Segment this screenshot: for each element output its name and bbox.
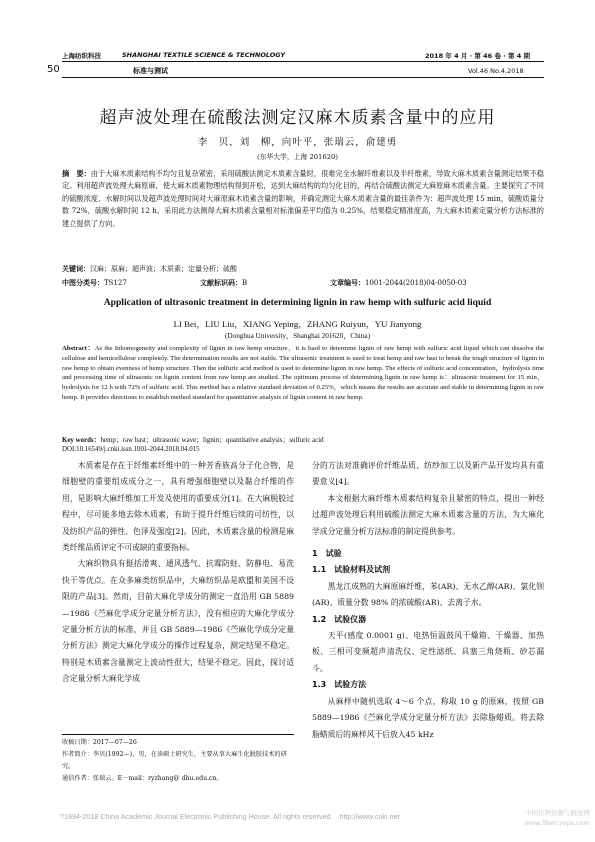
authors-en: LI Bei，LIU Liu，XIANG Yeping，ZHANG Ruiyun，YU Jianyong xyxy=(173,319,422,329)
abstract-en xyxy=(62,344,544,403)
section-1-3-heading: 1.3 试验方法 xyxy=(312,680,367,690)
intro-paragraph-1: 木质素是存在于纤维素纤维中的一种芳香族高分子化合物，是细胞壁的重要组成成分之一，具有增强细胞壁以及黏合纤维的作用，是影响大麻纤维加工开发及使用的重要成分[1]。在大麻脱胶过程中，尽可能多地去除木质素，有助于提升纤维后续的可纺性，以及纺织产品的弹性、色泽及强度[2]。因此，木质素含量的检测是麻类纤维品质评定不可或缺的重要指标。 xyxy=(62,461,294,553)
affiliation-cn: (东华大学，上海 201620) xyxy=(257,153,338,161)
clc-value: TS127 xyxy=(104,279,127,287)
doi: DOI:10.16549/j.cnki.issn.1001-2044.2018.04.015 xyxy=(62,446,200,453)
received-date: 收稿日期：2017—07—26 xyxy=(62,739,137,746)
copyright-watermark: ?1994-2018 China Academic Journal Electronic Publishing House. All rights reserved. http://www.cnki.net xyxy=(60,812,400,821)
keywords-en-label: Key words： xyxy=(62,437,101,444)
footnote xyxy=(62,737,294,785)
intro-paragraph-4: 本文根据大麻纤维木质素结构复杂且紧密的特点，提出一种经过超声波处理后利用硫酸法测定大麻木质素含量的方法，为大麻化学成分定量分析方法标准的制定提供参考。 xyxy=(312,493,544,536)
abstract-cn-text: 由于大麻木质素结构不均匀且复杂紧密，采用硫酸法测定木质素含量时，很难完全水解纤维素以及半纤维素，导致大麻木质素含量测定结果不稳定。利用超声波处理大麻原麻，使大麻木质素物理结构得到开松，达到大麻结构的均匀化目的，再结合硫酸法测定大麻原麻木质素含量。主要探究了不同的硫酸浓度、水解时间以及超声波处理时间对大麻原麻木质素含量的影响，并确定测定大麻木质素含量的最佳条件为：超声波处理 15 min，硫酸质量分数 72%，硫酸水解时间 12 h。采用此方法测得大麻木质素含量相对标准偏差平均值为 0.25%，结果稳定精准度高，为大麻木质素定量分析方法标准的建立提供了方向。 xyxy=(62,169,544,228)
journal-name-cn: 上海纺织科技 xyxy=(62,52,101,60)
journal-name-en: SHANGHAI TEXTILE SCIENCE & TECHNOLOGY xyxy=(122,51,286,59)
abstract-cn-label: 摘 要： xyxy=(62,169,91,178)
issue-en: Vol.46 No.4,2018 xyxy=(468,67,524,75)
classification-line xyxy=(62,278,544,289)
keywords-cn xyxy=(62,264,237,275)
paper-title-cn: 超声波处理在硫酸法测定汉麻木质素含量中的应用 xyxy=(99,108,496,128)
section-1-1-heading: 1.1 试验材料及试剂 xyxy=(312,565,391,575)
column-name: 标准与测试 xyxy=(133,67,168,75)
page-number: 50 xyxy=(47,64,60,75)
left-column xyxy=(62,458,294,688)
doc-code-label: 文献标识码： xyxy=(200,279,242,287)
section-1-2-heading: 1.2 试验仪器 xyxy=(312,614,367,624)
intro-paragraph-2: 大麻织物具有挺括滑爽、通风透气、抗霉防蛀、防静电、易洗快干等优点。在众多麻类纺织品中，大麻纺织品是欧盟和美国不设限的产品[3]。然而，目前大麻化学成分的测定一直沿用 GB 5889—1986《苎麻化学成分定量分析方法》，没有相应的大麻化学成分定量分析方法的标准，并且 GB 5889—1986《苎麻化学成分定量分析方法》测定大麻化学成分的操作过程复杂，测定结果不稳定。特别是木质素含量测定上波动性很大，结果不稳定。因此，探讨适合定量分析大麻化学成 xyxy=(62,559,294,684)
affiliation-en: (Donghua University，Shanghai 201620，China) xyxy=(225,332,370,340)
keywords-cn-text: 汉麻；原麻；超声波；木质素；定量分析；硫酸 xyxy=(90,265,237,273)
keywords-en xyxy=(62,434,324,444)
abstract-cn xyxy=(62,168,544,230)
doc-code-value: B xyxy=(242,279,248,287)
header-rule-2 xyxy=(62,77,544,78)
section-1-heading: 1 试验 xyxy=(312,549,342,559)
abstract-en-text: As the Inhomogeneity and complexity of lignin in raw hemp structure，it is hard to determine lignin of raw hemp with sulfuric acid liquid which can dissolve the cellulose and hemicellulose completely. The determination results are not stable. The ultrasonic treatment is used to treat hemp and raw bast to break the tough structure of lignin in raw hemp to obtain evenness of hemp structure. Then the sulfuric acid method is used to determine lignin in raw hemp. The effects of sulfuric acid concentration，hydrolysis time and processing time of ultrasonic on lignin content from raw hemp are studied. The optimum process of determining lignin in raw hemp is：ultrasonic treatment for 15 min，hydrolysis for 12 h with 72% of sulfuric acid. This method has a relative standard deviation of 0.25%，which means the results are accurate and stable in determining lignin in raw hemp. It provides directions to establish method standard for quantitative analysis of lignin content in raw hemp. xyxy=(62,345,544,401)
article-number-value: 1001-2044(2018)04-0050-03 xyxy=(365,279,467,287)
clc-label: 中图分类号： xyxy=(62,279,104,287)
author-bio: 作者简介：李贝(1992—)，男，在读硕士研究生，主要从事大麻生化脱胶技术的研究。 xyxy=(62,751,287,770)
authors-cn: 李 贝，刘 柳，向叶平，张瑞云，俞建勇 xyxy=(197,137,398,148)
right-column xyxy=(312,458,544,743)
issue-cn: 2018 年 4 月 · 第 46 卷 · 第 4 期 xyxy=(425,52,531,60)
materials-paragraph: 黑龙江成熟的大麻原麻纤维，苯(AR)、无水乙醇(AR)、氯化钡(AR)、质量分数 98% 的浓硫酸(AR)、去离子水。 xyxy=(312,581,544,608)
paper-title-en: Application of ultrasonic treatment in determining lignin in raw hemp with sulfuric acid liquid xyxy=(103,297,492,308)
method-paragraph: 从麻样中随机选取 4～6 个点，称取 10 g 的原麻，按照 GB 5889—1986《苎麻化学成分定量分析方法》去除脂蜡质。将去除脂蜡质后的麻样风干后放入45 kHz xyxy=(312,696,544,739)
intro-paragraph-3: 分的方法对准确评价纤维品质、纺纱加工以及新产品开发均具有重要意义[4]。 xyxy=(312,461,544,487)
article-number-label: 文章编号： xyxy=(330,279,365,287)
instruments-paragraph: 天平(感度 0.0001 g)、电热恒温鼓风干燥箱、干燥器、加热板、三相可变频超声清洗仪、定性滤纸、具塞三角烧瓶、砂芯漏斗。 xyxy=(312,631,544,673)
keywords-cn-label: 关键词： xyxy=(62,265,90,273)
abstract-en-label: Abstract： xyxy=(62,345,95,352)
keywords-en-text: hemp；raw bast；ultrasonic wave；lignin；quantitative analysis；sulfuric acid xyxy=(100,437,324,444)
correspondence: 通信作者：张瑞云。E－mail：ryzhang@ dhu.edu.cn。 xyxy=(62,775,223,782)
footnote-rule xyxy=(62,734,294,735)
header-rule xyxy=(62,61,544,62)
site-watermark-logo: 中国作物资源与脱氢网 www.fibercrops.com xyxy=(524,809,590,827)
